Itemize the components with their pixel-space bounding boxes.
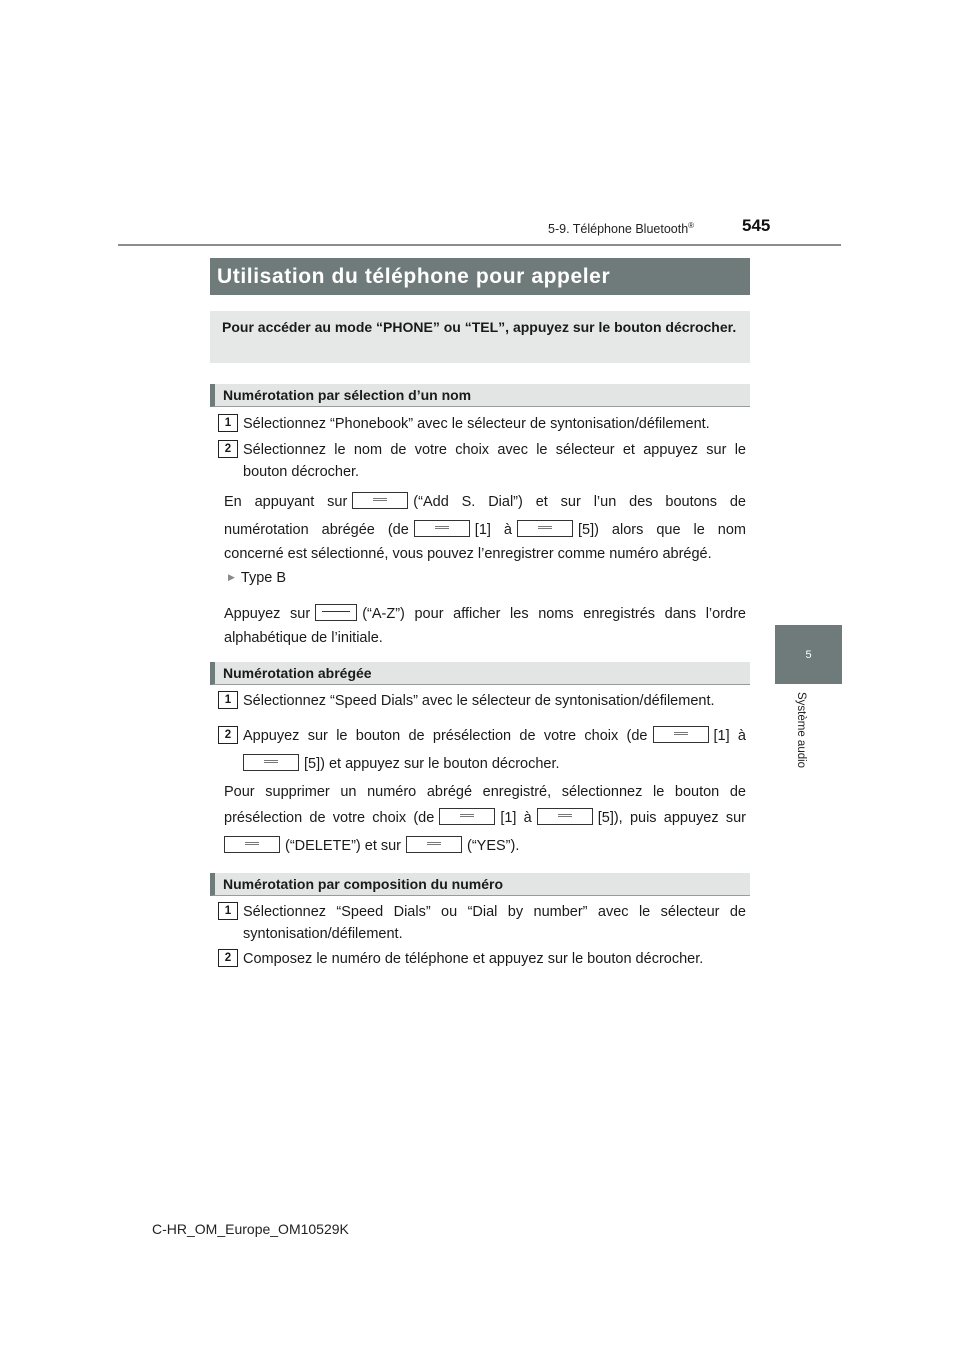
delete-button-icon xyxy=(224,836,280,853)
header-rule xyxy=(118,244,841,246)
intro-box: Pour accéder au mode “PHONE” ou “TEL”, appuyez sur le bouton décrocher. xyxy=(210,311,750,363)
step-number: 2 xyxy=(218,440,238,458)
triangle-bullet-icon: ▶ xyxy=(228,572,235,582)
step-number: 1 xyxy=(218,902,238,920)
subheading-by-number: Numérotation par composition du numéro xyxy=(210,873,750,896)
page-title: Utilisation du téléphone pour appeler xyxy=(210,258,750,295)
a-z-button-icon xyxy=(315,604,357,621)
chapter-number: 5 xyxy=(805,648,812,661)
step-number: 1 xyxy=(218,414,238,432)
chapter-tab xyxy=(775,625,842,684)
section-label: 5-9. Téléphone Bluetooth® xyxy=(548,221,695,237)
chapter-label: Système audio xyxy=(795,692,807,769)
subheading-by-name: Numérotation par sélection d’un nom xyxy=(210,384,750,407)
step-number: 1 xyxy=(218,691,238,709)
page-number: 545 xyxy=(742,216,771,235)
speed-dial-button-icon xyxy=(517,520,573,537)
step-text: Composez le numéro de téléphone et appuyez sur le bouton décrocher. xyxy=(243,951,704,967)
footer-doc-code: C-HR_OM_Europe_OM10529K xyxy=(152,1221,349,1237)
subheading-speed-dial: Numérotation abrégée xyxy=(210,662,750,685)
step-text: syntonisation/défilement. xyxy=(243,926,403,942)
step-text: Sélectionnez “Speed Dials” ou “Dial by number” avec le sélecteur de xyxy=(243,904,746,920)
step-number: 2 xyxy=(218,949,238,967)
step-text: Sélectionnez “Phonebook” avec le sélecteur de syntonisation/défilement. xyxy=(243,416,710,432)
note-line: présélection de votre choix (de [1] à [5]), puis appuyez sur xyxy=(224,807,746,829)
note-line: concerné est sélectionné, vous pouvez l’enregistrer comme numéro abrégé. xyxy=(224,546,712,562)
yes-button-icon xyxy=(406,836,462,853)
note-line: Appuyez sur (“A-Z”) pour afficher les noms enregistrés dans l’ordre xyxy=(224,603,746,625)
preset-button-icon xyxy=(243,754,299,771)
step-text: Sélectionnez “Speed Dials” avec le sélecteur de syntonisation/défilement. xyxy=(243,693,715,709)
step-number: 2 xyxy=(218,726,238,744)
type-label: ▶ Type B xyxy=(228,570,287,586)
step-text: [5]) et appuyez sur le bouton décrocher. xyxy=(243,753,746,775)
note-line: alphabétique de l’initiale. xyxy=(224,630,383,646)
registered-mark: ® xyxy=(688,221,695,230)
preset-button-icon xyxy=(439,808,495,825)
note-line: numérotation abrégée (de [1] à [5]) alors que le nom xyxy=(224,519,746,541)
step-text: bouton décrocher. xyxy=(243,464,360,480)
preset-button-icon xyxy=(537,808,593,825)
note-line: Pour supprimer un numéro abrégé enregistré, sélectionnez le bouton de xyxy=(224,784,746,800)
speed-dial-button-icon xyxy=(414,520,470,537)
step-text: Appuyez sur le bouton de présélection de votre choix (de [1] à xyxy=(243,725,746,747)
step-text: Sélectionnez le nom de votre choix avec le sélecteur et appuyez sur le xyxy=(243,442,746,458)
note-line: En appuyant sur (“Add S. Dial”) et sur l’un des boutons de xyxy=(224,491,746,513)
preset-button-icon xyxy=(653,726,709,743)
add-speed-dial-button-icon xyxy=(352,492,408,509)
note-line: (“DELETE”) et sur (“YES”). xyxy=(224,835,746,857)
